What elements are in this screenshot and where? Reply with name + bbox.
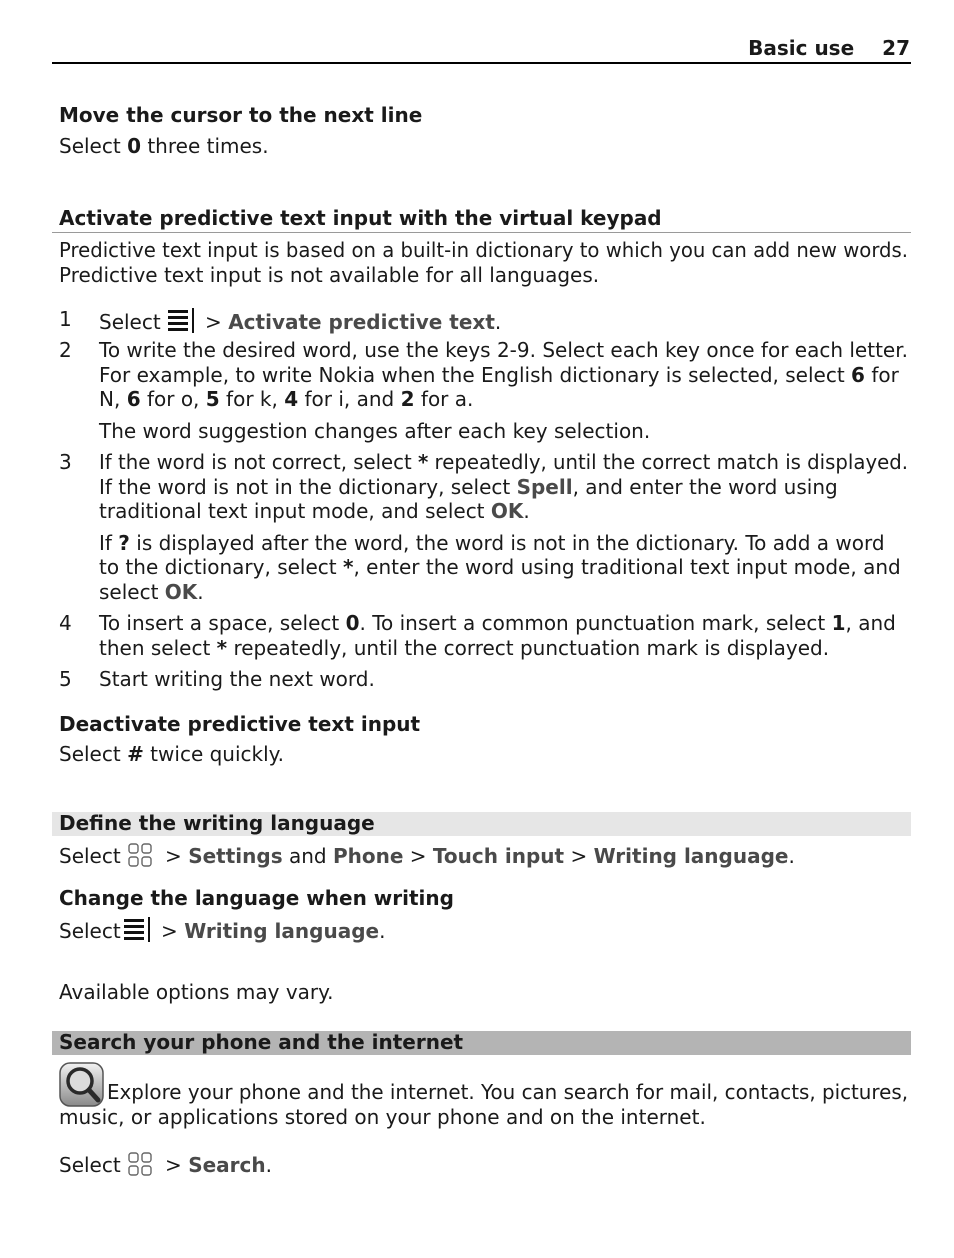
search-path: [59, 1151, 272, 1183]
step-1: [99, 307, 501, 339]
separator: >: [158, 1153, 189, 1177]
menu-icon: [123, 916, 151, 948]
text-run: repeatedly, until the correct match is displayed.: [428, 450, 908, 474]
heading-search: Search your phone and the internet: [59, 1030, 464, 1054]
command-label: OK: [490, 499, 524, 523]
text-run: For example, to write Nokia when the English dictionary is selected, select: [99, 363, 852, 387]
search-app-icon: [59, 1062, 104, 1107]
key-label: *: [216, 636, 228, 660]
step-5: Start writing the next word.: [99, 667, 375, 691]
text-run: for i, and: [298, 387, 401, 411]
step-2-line-2: [99, 363, 899, 388]
key-label: 0: [345, 611, 360, 635]
command-label: Phone: [332, 844, 404, 868]
key-label: 1: [831, 611, 846, 635]
key-label: *: [417, 450, 429, 474]
page-number: 27: [882, 36, 910, 60]
separator: >: [198, 310, 229, 334]
heading-writing-language: Define the writing language: [59, 811, 375, 835]
text-run: N,: [99, 387, 127, 411]
text-run: .: [265, 1153, 272, 1177]
key-label: 2: [400, 387, 415, 411]
step-3-note-line-1: [99, 531, 885, 556]
header-rule: [52, 62, 911, 64]
search-description-line-1: Explore your phone and the internet. You can search for mail, contacts, pictures,: [107, 1080, 909, 1104]
options-note: Available options may vary.: [59, 980, 334, 1004]
step-number: 3: [59, 450, 72, 474]
step-2-line-1: To write the desired word, use the keys 2-9. Select each key once for each letter.: [99, 338, 908, 362]
key-label: 6: [851, 363, 865, 387]
step-2-line-3: [99, 387, 473, 412]
deactivate-text: [59, 742, 284, 767]
change-language-path: [59, 916, 385, 948]
step-4-line-2: [99, 636, 829, 661]
intro-line-1: Predictive text input is based on a built-in dictionary to which you can add new words.: [59, 238, 909, 262]
step-3-line-3: [99, 499, 530, 524]
text-run: Select: [59, 742, 128, 766]
key-label: 4: [284, 387, 299, 411]
text-run: for: [864, 363, 899, 387]
key-label: *: [342, 555, 354, 579]
text-run: .: [523, 499, 530, 523]
key-label: #: [127, 742, 144, 766]
text-run: Select: [59, 134, 128, 158]
text-run: If the word is not in the dictionary, select: [99, 475, 517, 499]
separator: >: [154, 919, 185, 943]
command-label: Settings: [188, 844, 283, 868]
text-run: for a.: [414, 387, 474, 411]
text-run: three times.: [140, 134, 269, 158]
key-label: 5: [205, 387, 220, 411]
step-4-line-1: [99, 611, 896, 636]
step-number: 1: [59, 307, 72, 331]
text-run: select: [99, 580, 165, 604]
heading-deactivate-predictive: Deactivate predictive text input: [59, 712, 421, 736]
text-run: Select: [59, 1153, 121, 1177]
intro-line-2: Predictive text input is not available for all languages.: [59, 263, 600, 287]
apps-grid-icon: [127, 842, 153, 874]
key-label: ?: [118, 531, 130, 555]
command-label: Writing language: [184, 919, 380, 943]
command-label: Spell: [516, 475, 573, 499]
step-3-line-2: [99, 475, 838, 500]
text-run: If the word is not correct, select: [99, 450, 418, 474]
text-run: Select: [59, 919, 121, 943]
text-run: for o,: [140, 387, 206, 411]
text-run: for k,: [219, 387, 285, 411]
text-run: .: [494, 310, 502, 334]
text-run: then select: [99, 636, 217, 660]
step-3-note-line-2: [99, 555, 901, 580]
text-run: and: [282, 844, 333, 868]
separator: >: [403, 844, 433, 868]
separator: >: [564, 844, 594, 868]
text-run: . To insert a common punctuation mark, select: [359, 611, 832, 635]
step-3-note-line-3: [99, 580, 204, 605]
text-run: , and: [845, 611, 896, 635]
command-label: Writing language: [593, 844, 789, 868]
command-label: Touch input: [432, 844, 565, 868]
search-description-line-2: music, or applications stored on your phone and on the internet.: [59, 1105, 706, 1129]
step-3-line-1: [99, 450, 908, 475]
text-run: .: [788, 844, 795, 868]
separator: >: [158, 844, 189, 868]
heading-change-language: Change the language when writing: [59, 886, 454, 910]
text-run: .: [197, 580, 204, 604]
apps-grid-icon: [127, 1151, 153, 1183]
text-run: .: [379, 919, 386, 943]
heading-activate-predictive: Activate predictive text input with the virtual keypad: [59, 206, 662, 230]
text-run: to the dictionary, select: [99, 555, 343, 579]
text-run: traditional text input mode, and select: [99, 499, 491, 523]
command-label: Search: [188, 1153, 266, 1177]
text-run: twice quickly.: [143, 742, 285, 766]
text-run: If: [99, 531, 119, 555]
menu-icon: [167, 307, 195, 339]
writing-language-path: [59, 842, 795, 874]
step-number: 4: [59, 611, 72, 635]
text-run: Select: [59, 844, 121, 868]
running-header: [748, 36, 910, 60]
section-rule: [52, 232, 911, 233]
command-label: Activate predictive text: [228, 310, 495, 334]
key-label: 0: [127, 134, 141, 158]
step-number: 2: [59, 338, 72, 362]
key-label: 6: [126, 387, 141, 411]
move-cursor-text: [59, 134, 269, 159]
text-run: is displayed after the word, the word is not in the dictionary. To add a word: [129, 531, 885, 555]
heading-move-cursor: Move the cursor to the next line: [59, 103, 423, 127]
step-2-note: The word suggestion changes after each key selection.: [99, 419, 651, 443]
text-run: To insert a space, select: [99, 611, 346, 635]
section-title: Basic use: [748, 36, 855, 60]
command-label: OK: [164, 580, 198, 604]
text-run: repeatedly, until the correct punctuation mark is displayed.: [227, 636, 830, 660]
text-run: , enter the word using traditional text input mode, and: [353, 555, 901, 579]
text-run: Select: [99, 310, 161, 334]
step-number: 5: [59, 667, 72, 691]
text-run: , and enter the word using: [572, 475, 838, 499]
